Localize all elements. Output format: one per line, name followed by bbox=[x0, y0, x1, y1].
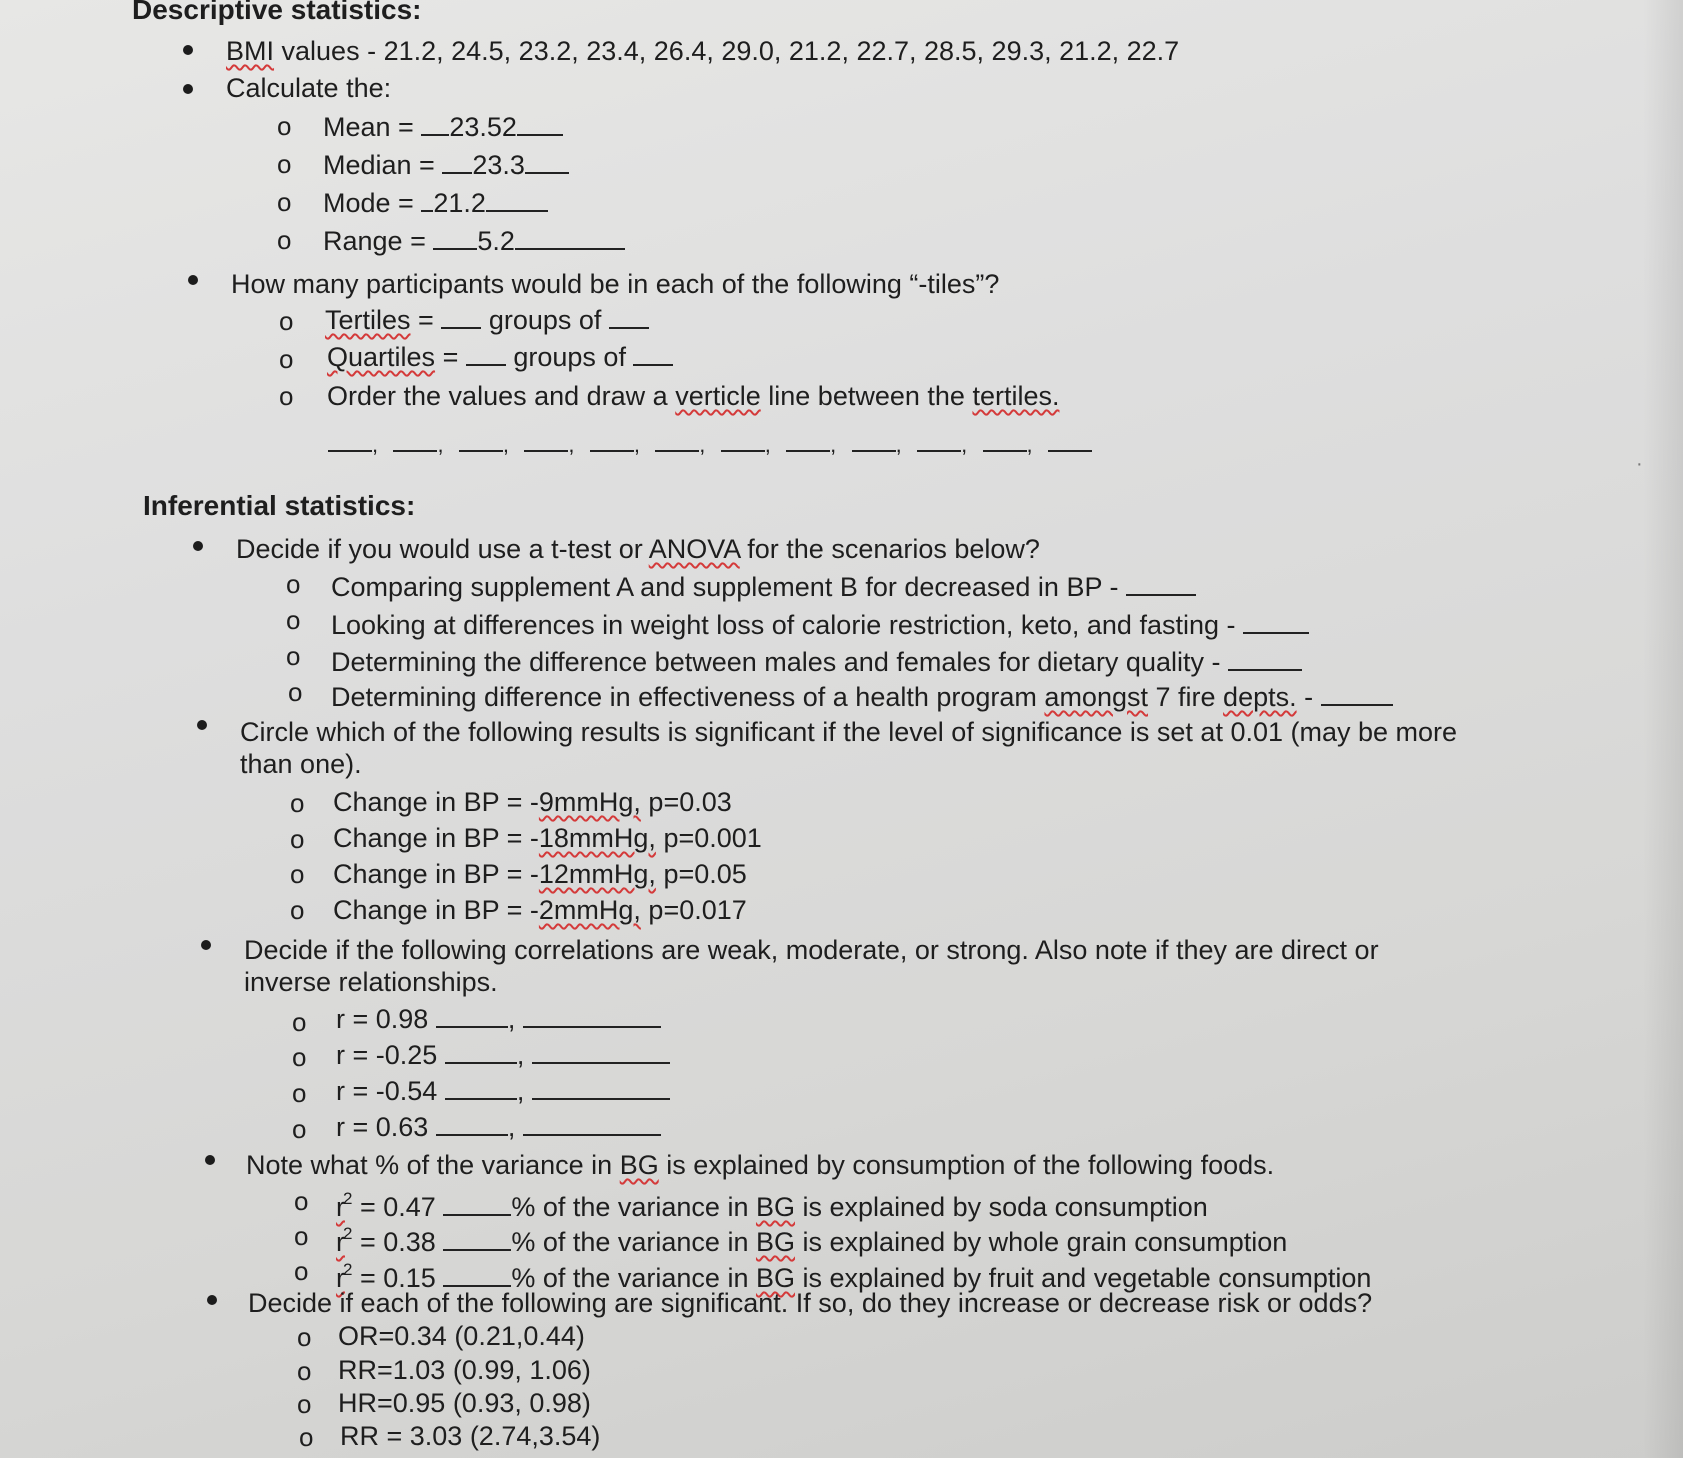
blank bbox=[524, 428, 568, 452]
sub-marker: o bbox=[290, 788, 305, 818]
scenario-4-prefix: Determining difference in effectiveness of a health program bbox=[331, 682, 1037, 712]
scenario-1 bbox=[331, 570, 1196, 603]
r-value: r = -0.25 bbox=[336, 1040, 438, 1070]
blank bbox=[532, 1074, 670, 1100]
r-squared-value: = 0.47 bbox=[359, 1192, 436, 1222]
q4-suffix: is explained by consumption of the following foods. bbox=[666, 1150, 1275, 1180]
variance-suffix: is explained by soda consumption bbox=[802, 1192, 1208, 1222]
equals-sign: = bbox=[442, 342, 459, 372]
sub-marker: o bbox=[292, 1114, 307, 1144]
order-middle: line between the bbox=[768, 381, 965, 411]
sub-marker: o bbox=[294, 1186, 309, 1216]
bullet bbox=[193, 541, 203, 551]
blank bbox=[445, 1038, 517, 1064]
blank bbox=[436, 1002, 508, 1028]
q1-prefix: Decide if you would use a t-test or bbox=[236, 534, 643, 564]
variance-1 bbox=[336, 1183, 1208, 1223]
comma: , bbox=[502, 432, 510, 457]
range-value: 5.2 bbox=[477, 226, 515, 256]
comma: , bbox=[830, 432, 837, 457]
blank bbox=[633, 340, 673, 366]
comma: , bbox=[1026, 432, 1033, 457]
bg: BG bbox=[755, 1263, 795, 1293]
correlation-1 bbox=[336, 1002, 661, 1035]
variance-suffix: is explained by fruit and vegetable consumption bbox=[802, 1263, 1372, 1293]
correlation-3 bbox=[336, 1074, 670, 1107]
sub-marker: o bbox=[297, 1389, 312, 1419]
relative-risk-2: RR = 3.03 (2.74,3.54) bbox=[340, 1421, 601, 1451]
blank bbox=[786, 428, 830, 452]
order-instruction bbox=[327, 380, 1059, 412]
blank bbox=[443, 1225, 511, 1251]
blank bbox=[441, 303, 481, 329]
comma: , bbox=[699, 432, 706, 457]
r-value: r = -0.54 bbox=[336, 1076, 438, 1106]
bp-p-value: p=0.03 bbox=[648, 787, 732, 817]
blank bbox=[443, 1261, 511, 1287]
bp-result-3 bbox=[333, 858, 747, 890]
blank bbox=[609, 303, 649, 329]
r-value: r = 0.63 bbox=[336, 1112, 429, 1142]
comma: , bbox=[516, 1076, 525, 1106]
r-symbol: r bbox=[336, 1227, 345, 1257]
blank bbox=[515, 224, 625, 250]
sub-marker: o bbox=[286, 605, 301, 635]
scenario-4-dash: - bbox=[1304, 682, 1314, 712]
range-line bbox=[323, 224, 625, 257]
sub-marker: o bbox=[299, 1422, 314, 1452]
bp-p-value: p=0.017 bbox=[648, 895, 747, 925]
sub-marker: o bbox=[286, 641, 301, 671]
r-symbol: r bbox=[336, 1263, 345, 1293]
scenario-3-text: Determining the difference between males and females for dietary quality - bbox=[331, 647, 1221, 677]
scenario-2-text: Looking at differences in weight loss of calorie restriction, keto, and fasting - bbox=[331, 610, 1236, 640]
scenario-4-depts: depts. bbox=[1223, 682, 1297, 712]
median-value: 23.3 bbox=[472, 150, 525, 180]
bullet bbox=[207, 1295, 217, 1305]
squared: 2 bbox=[343, 1260, 353, 1279]
sub-marker: o bbox=[290, 859, 305, 889]
sub-marker: o bbox=[290, 895, 305, 925]
order-prefix: Order the values and draw a bbox=[327, 381, 668, 411]
test-question bbox=[236, 533, 1040, 565]
blank bbox=[445, 1074, 517, 1100]
blank bbox=[590, 428, 634, 452]
q1-suffix: for the scenarios below? bbox=[747, 534, 1040, 564]
relative-risk-1: RR=1.03 (0.99, 1.06) bbox=[338, 1355, 591, 1385]
quartiles-label: Quartiles bbox=[327, 342, 436, 372]
variance-2 bbox=[336, 1218, 1287, 1258]
scenario-1-text: Comparing supplement A and supplement B for decreased in BP - bbox=[331, 572, 1119, 602]
blank bbox=[655, 428, 699, 452]
blank bbox=[983, 428, 1027, 452]
sub-marker: o bbox=[294, 1221, 309, 1251]
order-verticle: verticle bbox=[675, 381, 761, 411]
sub-marker: o bbox=[279, 344, 294, 374]
bullet bbox=[188, 275, 198, 285]
squared: 2 bbox=[343, 1224, 353, 1243]
comma: , bbox=[568, 432, 575, 457]
q4-prefix: Note what % of the variance in bbox=[246, 1150, 613, 1180]
sub-marker: o bbox=[277, 187, 292, 217]
blank bbox=[459, 428, 503, 452]
squared: 2 bbox=[343, 1189, 353, 1208]
groups-of: groups of bbox=[488, 305, 602, 335]
inferential-heading: Inferential statistics: bbox=[143, 490, 416, 521]
bmi-values-text: values - 21.2, 24.5, 23.2, 23.4, 26.4, 29.0, 21.2, 22.7, 28.5, 29.3, 21.2, 22.7 bbox=[281, 36, 1180, 66]
correlation-question-line1: Decide if the following correlations are weak, moderate, or strong. Also note if they are direct or bbox=[244, 935, 1379, 965]
mode-label: Mode = bbox=[323, 188, 414, 218]
quartiles-line bbox=[327, 340, 673, 373]
bp-prefix: Change in BP = - bbox=[333, 859, 539, 889]
bullet bbox=[197, 720, 207, 730]
median-label: Median = bbox=[323, 150, 435, 180]
bullet bbox=[201, 940, 211, 950]
pct-prefix: % of the variance in bbox=[511, 1192, 749, 1222]
correlation-4 bbox=[336, 1110, 661, 1143]
bp-result-2 bbox=[333, 822, 762, 854]
blank bbox=[486, 186, 548, 212]
blank bbox=[1048, 428, 1092, 452]
descriptive-heading: Descriptive statistics: bbox=[132, 0, 422, 25]
blank bbox=[1321, 680, 1393, 706]
blank bbox=[525, 148, 569, 174]
bullet bbox=[183, 45, 193, 55]
comma: , bbox=[372, 432, 379, 457]
sub-marker: o bbox=[292, 1078, 307, 1108]
comma: , bbox=[633, 432, 640, 457]
comma: , bbox=[507, 1004, 516, 1034]
risk-question: Decide if each of the following are significant. If so, do they increase or decrease risk or odds? bbox=[248, 1288, 1373, 1318]
odds-ratio-1: OR=0.34 (0.21,0.44) bbox=[338, 1321, 585, 1351]
equals-sign: = bbox=[418, 305, 434, 335]
correlation-2 bbox=[336, 1038, 670, 1071]
bp-result-4 bbox=[333, 894, 747, 926]
blank bbox=[523, 1110, 661, 1136]
blank bbox=[532, 1038, 670, 1064]
bullet bbox=[183, 84, 193, 94]
blank bbox=[443, 1190, 511, 1216]
variance-suffix: is explained by whole grain consumption bbox=[802, 1227, 1288, 1257]
pct-prefix: % of the variance in bbox=[511, 1263, 749, 1293]
sub-marker: o bbox=[297, 1322, 312, 1352]
sub-marker: o bbox=[286, 569, 301, 599]
correlation-question-line2: inverse relationships. bbox=[244, 967, 498, 997]
tertiles-label: Tertiles bbox=[325, 305, 411, 335]
blank bbox=[1243, 608, 1309, 634]
blank bbox=[721, 428, 765, 452]
bp-prefix: Change in BP = - bbox=[333, 787, 539, 817]
mean-label: Mean = bbox=[323, 112, 414, 142]
blank bbox=[523, 1002, 661, 1028]
r-value: r = 0.98 bbox=[336, 1004, 429, 1034]
sub-marker: o bbox=[297, 1356, 312, 1386]
hazard-ratio-1: HR=0.95 (0.93, 0.98) bbox=[338, 1388, 591, 1418]
bp-result-1 bbox=[333, 786, 732, 818]
blank bbox=[436, 1110, 508, 1136]
blank bbox=[852, 428, 896, 452]
tertiles-line bbox=[325, 303, 649, 336]
sub-marker: o bbox=[279, 306, 294, 336]
bullet bbox=[205, 1155, 215, 1165]
blank bbox=[421, 186, 433, 212]
median-line bbox=[323, 148, 569, 181]
mean-value: 23.52 bbox=[449, 112, 517, 142]
scenario-4 bbox=[331, 680, 1393, 713]
blank bbox=[466, 340, 506, 366]
sub-marker: o bbox=[288, 677, 303, 707]
sub-marker: o bbox=[290, 824, 305, 854]
r-squared-value: = 0.15 bbox=[359, 1263, 436, 1293]
mode-line bbox=[323, 186, 548, 219]
sub-marker: o bbox=[277, 225, 292, 255]
scenario-2 bbox=[331, 608, 1309, 641]
sub-marker: o bbox=[277, 111, 292, 141]
comma: , bbox=[895, 432, 902, 457]
bp-value: 2mmHg, bbox=[538, 895, 641, 925]
bmi-values bbox=[226, 35, 1179, 67]
bp-p-value: p=0.05 bbox=[663, 859, 747, 889]
ordering-blanks bbox=[328, 428, 1092, 458]
comma: , bbox=[437, 432, 444, 457]
sub-marker: o bbox=[292, 1042, 307, 1072]
q1-anova: ANOVA bbox=[648, 534, 740, 564]
pct-prefix: % of the variance in bbox=[511, 1227, 749, 1257]
comma: , bbox=[507, 1112, 516, 1142]
blank bbox=[917, 428, 961, 452]
range-label: Range = bbox=[323, 226, 426, 256]
bg: BG bbox=[755, 1227, 795, 1257]
mean-line bbox=[323, 110, 563, 143]
stray-mark: · bbox=[1636, 453, 1643, 475]
sub-marker: o bbox=[279, 381, 294, 411]
significance-question-line2: than one). bbox=[240, 749, 362, 779]
scenario-4-amongst: amongst bbox=[1044, 682, 1148, 712]
bp-value: 18mmHg, bbox=[538, 823, 656, 853]
blank bbox=[1126, 570, 1196, 596]
significance-question-line1: Circle which of the following results is significant if the level of significance is set at 0.01 (may be more bbox=[240, 717, 1458, 747]
bg: BG bbox=[755, 1192, 795, 1222]
comma: , bbox=[961, 432, 968, 457]
screen-edge-shadow bbox=[1643, 0, 1683, 1458]
mode-value: 21.2 bbox=[433, 188, 486, 218]
blank bbox=[393, 428, 437, 452]
calculate-label: Calculate the: bbox=[226, 73, 392, 103]
order-tertiles: tertiles. bbox=[972, 381, 1060, 411]
r-squared-value: = 0.38 bbox=[359, 1227, 436, 1257]
bmi-label: BMI bbox=[226, 36, 275, 66]
bp-value: 9mmHg, bbox=[538, 787, 641, 817]
blank bbox=[517, 110, 563, 136]
blank bbox=[442, 148, 472, 174]
sub-marker: o bbox=[277, 149, 292, 179]
bp-value: 12mmHg, bbox=[538, 859, 656, 889]
blank bbox=[1228, 645, 1302, 671]
blank bbox=[433, 224, 477, 250]
variance-question bbox=[246, 1149, 1274, 1181]
scenario-4-middle: 7 fire bbox=[1155, 682, 1216, 712]
scenario-3 bbox=[331, 645, 1302, 678]
sub-marker: o bbox=[294, 1256, 309, 1286]
bp-p-value: p=0.001 bbox=[663, 823, 762, 853]
comma: , bbox=[764, 432, 771, 457]
groups-of: groups of bbox=[513, 342, 626, 372]
q4-bg: BG bbox=[619, 1150, 659, 1180]
bp-prefix: Change in BP = - bbox=[333, 895, 539, 925]
r-symbol: r bbox=[336, 1192, 345, 1222]
tiles-question: How many participants would be in each of the following “-tiles”? bbox=[231, 269, 1000, 299]
sub-marker: o bbox=[292, 1007, 307, 1037]
blank bbox=[328, 428, 372, 452]
blank bbox=[421, 110, 449, 136]
bp-prefix: Change in BP = - bbox=[333, 823, 539, 853]
comma: , bbox=[516, 1040, 525, 1070]
